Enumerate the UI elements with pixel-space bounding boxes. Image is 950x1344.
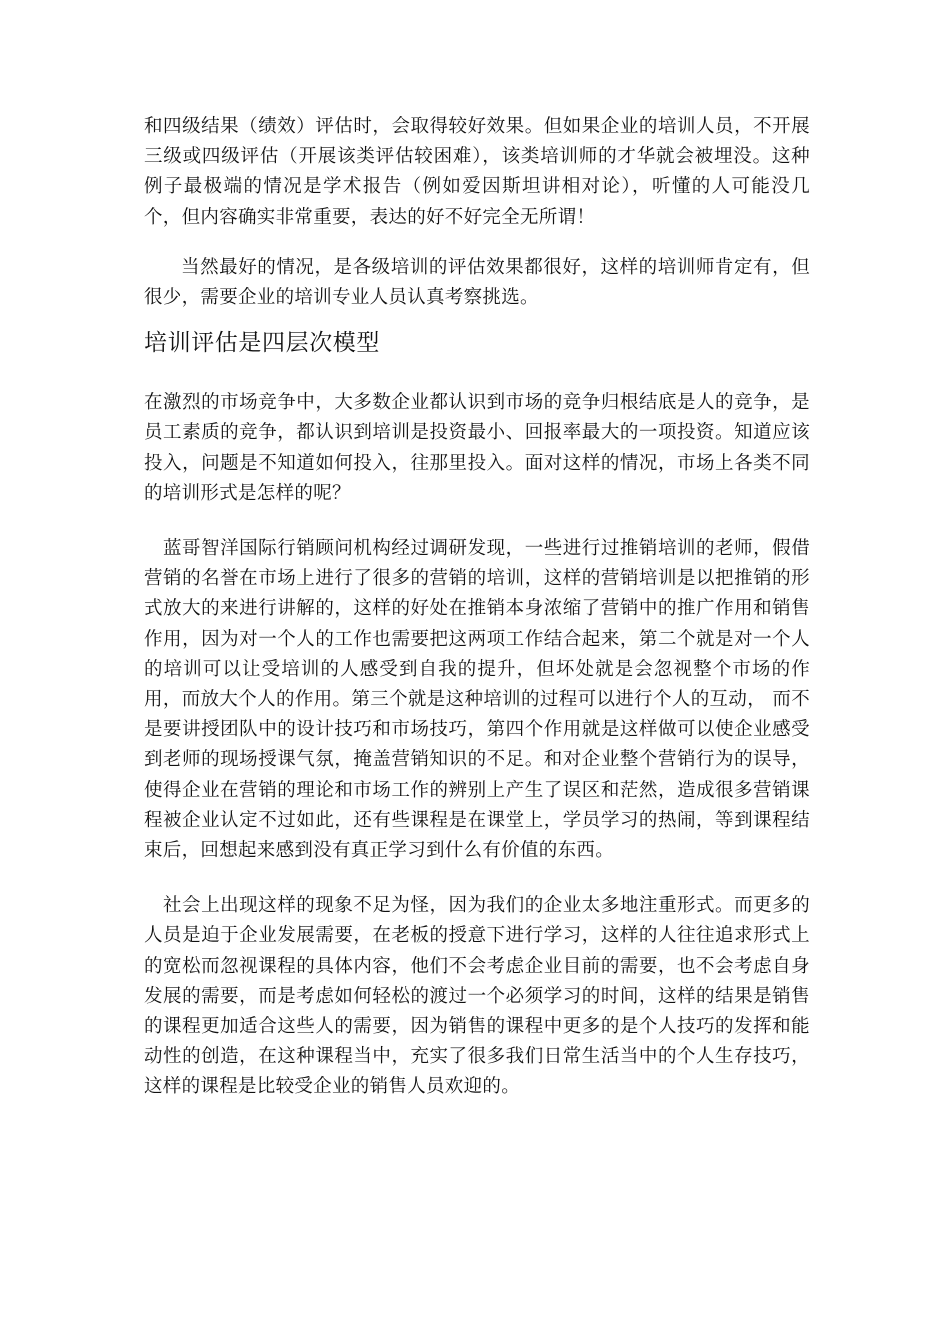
paragraph-evaluation-results: 和四级结果（绩效）评估时，会取得较好效果。但如果企业的培训人员，不开展三级或四级评估（开展该类评估较困难），该类培训师的才华就会被埋没。这种例子最极端的情况是学术报告（例如爱因斯坦讲相对论），听懂的人可能没几个，但内容确实非常重要，表达的好不好完全无所谓！ bbox=[144, 116, 810, 228]
paragraph-best-case: 当然最好的情况，是各级培训的评估效果都很好，这样的培训师肯定有，但很少，需要企业的培训专业人员认真考察挑选。 bbox=[144, 256, 810, 309]
paragraph-market-competition: 在激烈的市场竞争中，大多数企业都认识到市场的竞争归根结底是人的竞争，是员工素质的竞争，都认识到培训是投资最小、回报率最大的一项投资。知道应该投入，问题是不知道如何投入，往那里投入。面对这样的情况，市场上各类不同的培训形式是怎样的呢？ bbox=[144, 392, 810, 504]
paragraph-social-phenomenon: 社会上出现这样的现象不足为怪，因为我们的企业太多地注重形式。而更多的人员是迫于企业发展需要，在老板的授意下进行学习，这样的人往往追求形式上的宽松而忽视课程的具体内容，他们不会考虑企业目前的需要，也不会考虑自身发展的需要，而是考虑如何轻松的渡过一个必须学习的时间，这样的结果是销售的课程更加适合这些人的需要，因为销售的课程中更多的是个人技巧的发挥和能动性的创造，在这种课程当中，充实了很多我们日常生活当中的个人生存技巧，这样的课程是比较受企业的销售人员欢迎的。 bbox=[144, 895, 810, 1098]
section-heading: 培训评估是四层次模型 bbox=[144, 330, 380, 357]
paragraph-research-findings: 蓝哥智洋国际行销顾问机构经过调研发现，一些进行过推销培训的老师，假借营销的名誉在市场上进行了很多的营销的培训，这样的营销培训是以把推销的形式放大的来进行讲解的，这样的好处在推销本身浓缩了营销中的推广作用和销售作用，因为对一个人的工作也需要把这两项工作结合起来，第二个就是对一个人的培训可以让受培训的人感受到自我的提升，但坏处就是会忽视整个市场的作用，而放大个人的作用。第三个就是这种培训的过程可以进行个人的互动， 而不是要讲授团队中的设计技巧和市场技巧，第四个作用就是这样做可以使企业感受到老师的现场授课气氛，掩盖营销知识的不足。和对企业整个营销行为的误导，使得企业在营销的理论和市场工作的辨别上产生了误区和茫然，造成很多营销课程被企业认定不过如此，还有些课程是在课堂上，学员学习的热闹，等到课程结束后，回想起来感到没有真正学习到什么有价值的东西。 bbox=[144, 538, 810, 862]
document-page bbox=[144, 112, 810, 1103]
